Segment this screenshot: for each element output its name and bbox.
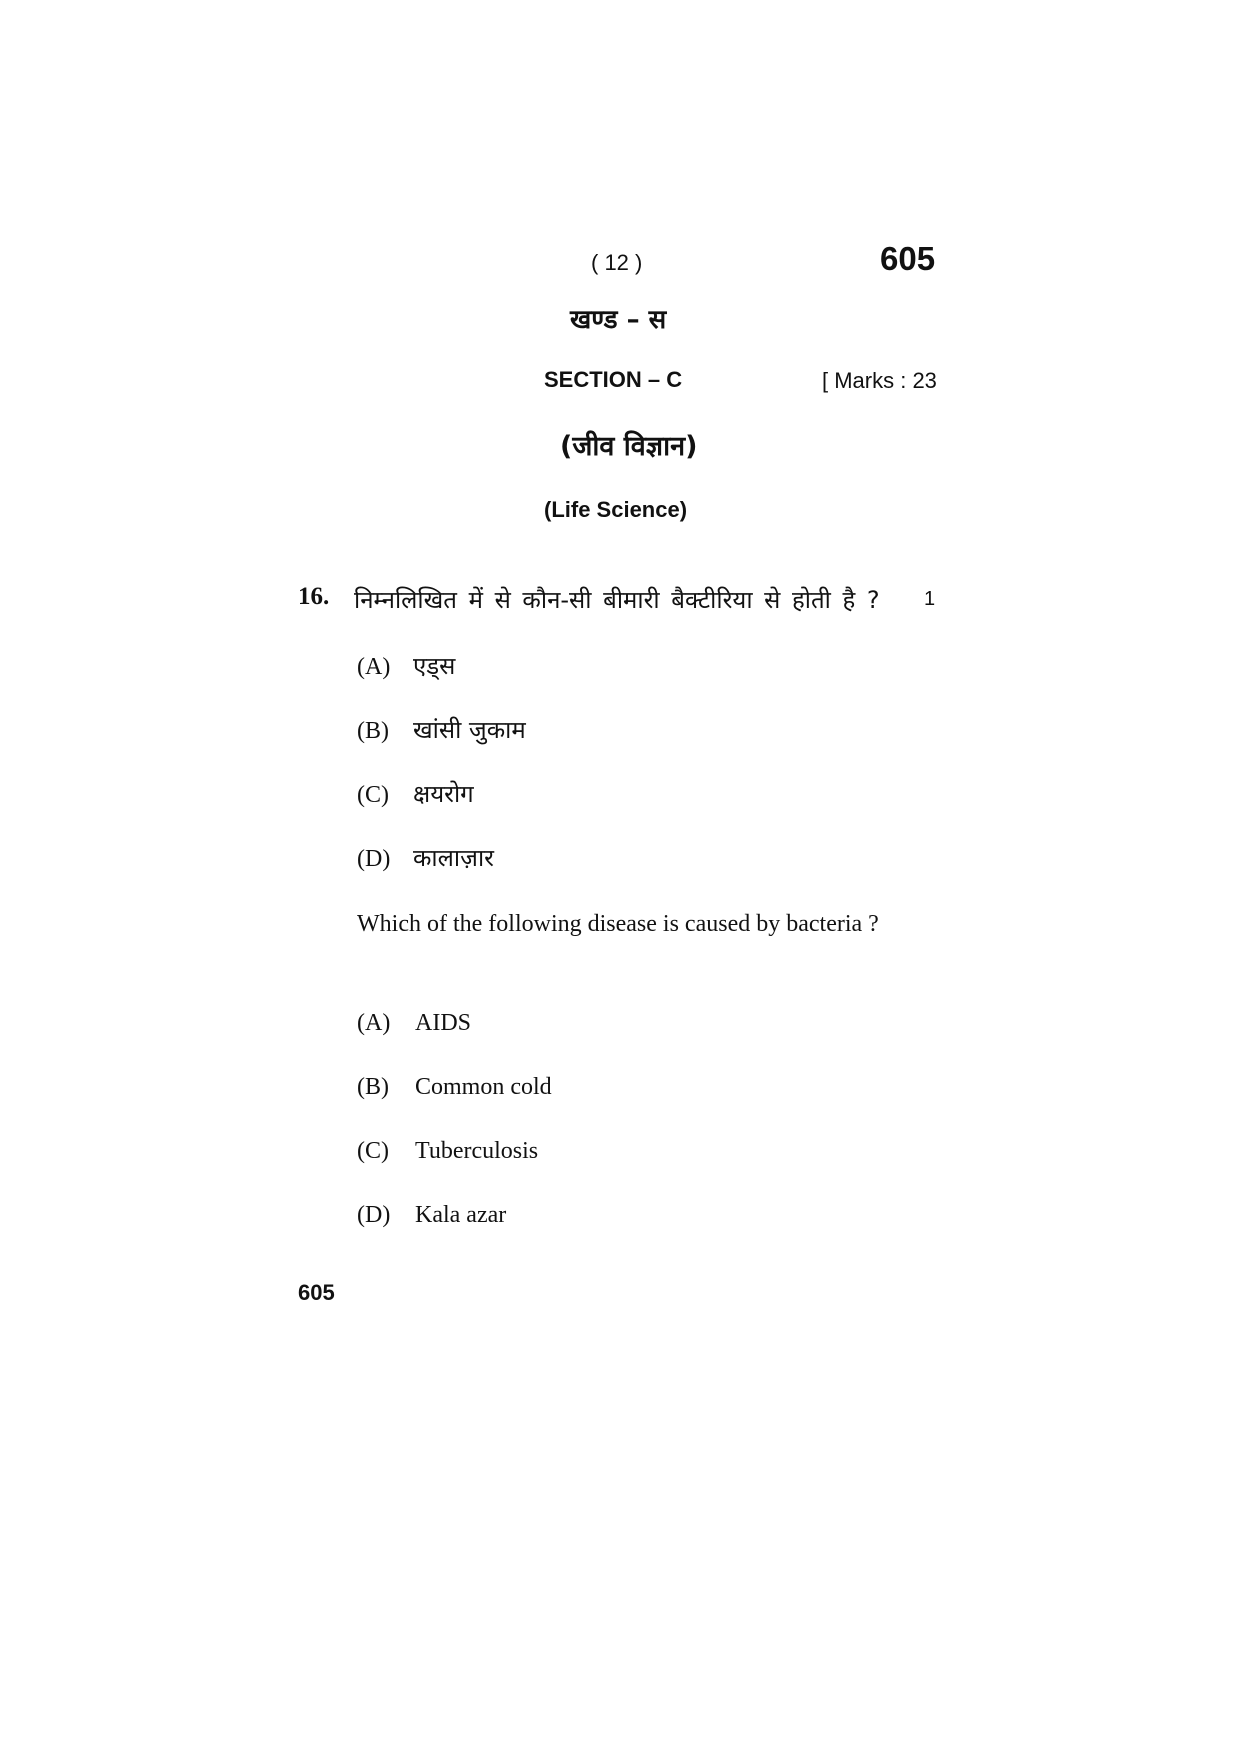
question-text-english: Which of the following disease is caused by bacteria ? [357,911,879,937]
option-label: (A) [357,654,391,680]
option-english-a [357,1010,471,1037]
option-text: कालाज़ार [413,844,494,872]
paper-code-header: 605 [880,240,936,277]
page-number: ( 12 ) [591,250,643,275]
section-marks: [ Marks : 23 [822,368,937,393]
question-number: 16. [298,583,330,610]
option-text: Tuberculosis [415,1138,539,1164]
option-text: खांसी जुकाम [413,716,526,744]
option-text: AIDS [415,1010,472,1036]
option-hindi-d [357,841,494,874]
option-label: (D) [357,846,391,872]
option-hindi-a [357,649,455,682]
option-text: एड्स [413,652,456,680]
option-label: (C) [357,1138,389,1164]
option-text: Common cold [415,1074,552,1100]
option-english-c [357,1138,538,1165]
option-text: क्षयरोग [413,780,474,808]
option-hindi-b [357,713,526,746]
subject-title-hindi: (जीव विज्ञान) [560,431,698,462]
question-marks: 1 [924,588,936,610]
subject-title-english: (Life Science) [544,497,688,522]
option-hindi-c [357,777,474,810]
option-label: (C) [357,782,389,808]
section-title-hindi: खण्ड – स [570,305,667,335]
option-label: (D) [357,1202,391,1228]
question-text-hindi: निम्नलिखित में से कौन-सी बीमारी बैक्टीरिया से होती है ? [354,586,880,614]
option-text: Kala azar [415,1202,507,1228]
option-label: (A) [357,1010,391,1036]
option-label: (B) [357,718,389,744]
paper-code-footer: 605 [298,1280,335,1305]
section-title-english: SECTION – C [544,367,683,392]
option-label: (B) [357,1074,389,1100]
option-english-b [357,1074,552,1101]
option-english-d [357,1202,506,1229]
